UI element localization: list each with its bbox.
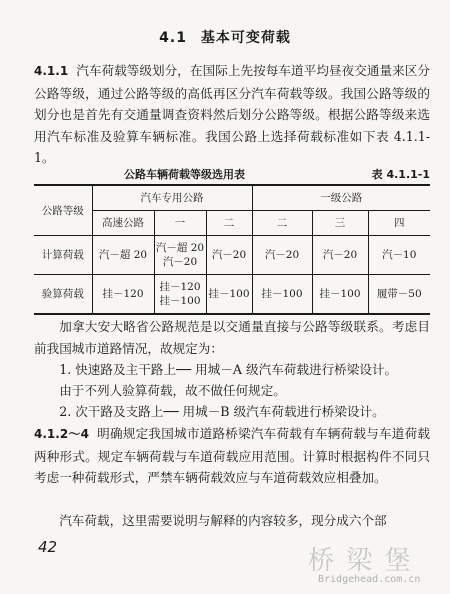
table-row-label-check: 验算荷载 bbox=[34, 275, 92, 315]
table-cell: 挂－120 bbox=[92, 275, 154, 315]
load-grade-table bbox=[34, 184, 430, 315]
clause-text: 汽车荷载等级划分，在国际上先按每车道平均昼夜交通量来区分公路等级，通过公路等级的高低再区分汽车荷载等级。我国公路等级的划分也是首先有交通量调查资料然后划分公路等级。根据公路等级来选用汽车标准及验算车辆标准。我国公路上选择荷载标准如下表 4.1.1-1。 bbox=[34, 63, 430, 165]
table-cell: 汽－超 20 汽－20 bbox=[154, 236, 206, 275]
clause-number: 4.1.1 bbox=[34, 64, 69, 78]
table-subheader: 二 bbox=[252, 211, 312, 236]
table-cell: 汽－超 20 bbox=[92, 236, 154, 275]
table-cell: 汽－10 bbox=[368, 236, 430, 275]
list-item-2: 2. 次干路及支路上── 用城－B 级汽车荷载进行桥梁设计。 bbox=[59, 404, 385, 419]
page-number: 42 bbox=[38, 538, 58, 556]
list-item-1: 1. 快速路及主干路上── 用城－A 级汽车荷载进行桥梁设计。 bbox=[59, 362, 398, 377]
table-cell: 挂－100 bbox=[312, 275, 368, 315]
table-subheader: 高速公路 bbox=[92, 211, 154, 236]
table-row-header: 公路等级 bbox=[34, 185, 92, 236]
clause-text: 明确规定我国城市道路桥梁汽车荷载有车辆荷载与车道荷载两种形式。规定车辆荷载与车道荷载应用范围。计算时根据构件不同只考虑一种荷载形式，严禁车辆荷载效应与车道荷载效应相叠加。 bbox=[34, 426, 430, 485]
paragraph-vehicle-load: 汽车荷载，这里需要说明与解释的内容较多，现分成六个部 bbox=[59, 513, 387, 528]
table-group-class1: 一级公路 bbox=[252, 185, 430, 211]
table-cell: 汽－20 bbox=[206, 236, 252, 275]
watermark: 桥 梁 堡 bbox=[308, 546, 413, 576]
paragraph-note: 由于不列人验算荷载，故不做任何规定。 bbox=[59, 383, 286, 398]
section-title-text: 基本可变荷载 bbox=[200, 30, 291, 46]
paragraph-4-1-2 bbox=[34, 423, 430, 489]
section-number: 4.1 bbox=[159, 30, 187, 46]
clause-number: 4.1.2～4 bbox=[34, 427, 89, 441]
table-row-label-calc: 计算荷载 bbox=[34, 236, 92, 275]
table-cell: 挂－120 挂－100 bbox=[154, 275, 206, 315]
table-subheader: 四 bbox=[368, 211, 430, 236]
table-subheader: 二 bbox=[206, 211, 252, 236]
table-group-expressway: 汽车专用公路 bbox=[92, 185, 252, 211]
section-title bbox=[0, 27, 450, 47]
paragraph-canada: 加拿大安大略省公路规范是以交通量直接与公路等级联系。考虑目前我国城市道路情况，故规定为： bbox=[34, 319, 430, 356]
table-subheader: 一 bbox=[154, 211, 206, 236]
table-title: 公路车辆荷载等级选用表 bbox=[124, 168, 245, 181]
table-ref: 表 4.1.1-1 bbox=[371, 168, 430, 181]
table-cell: 挂－100 bbox=[206, 275, 252, 315]
watermark-url: Bridgehead.com.cn bbox=[318, 574, 421, 585]
table-cell: 履带－50 bbox=[368, 275, 430, 315]
table-cell: 挂－100 bbox=[252, 275, 312, 315]
table-cell: 汽－20 bbox=[312, 236, 368, 275]
table-cell: 汽－20 bbox=[252, 236, 312, 275]
paragraph-4-1-1 bbox=[34, 60, 430, 169]
table-subheader: 三 bbox=[312, 211, 368, 236]
